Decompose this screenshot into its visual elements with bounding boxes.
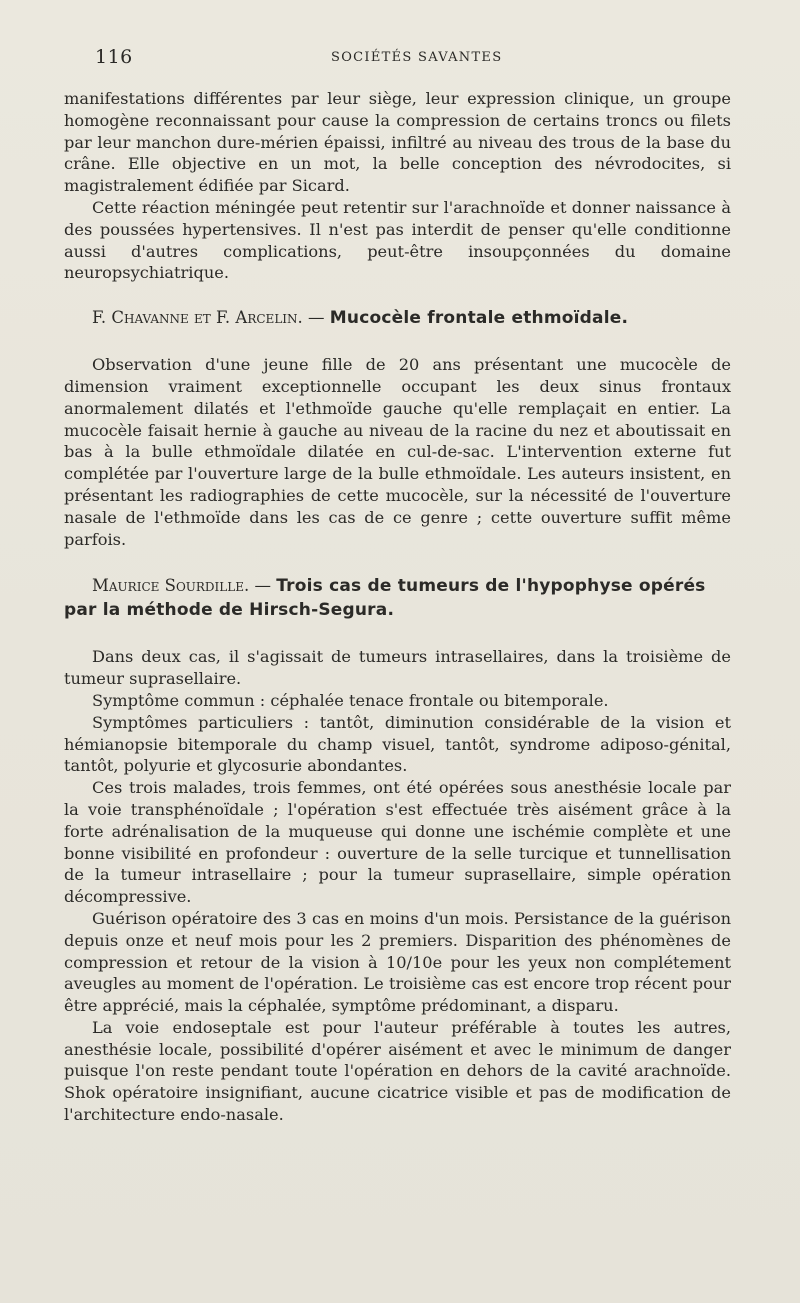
heading-dash: — [249,576,277,596]
article-title: Trois cas de tumeurs de l'hypophyse opérés par la méthode de Hirsch-Segura. [64,576,706,621]
continued-paragraph: manifestations différentes par leur siège, leur expression clinique, un groupe homogène reconnaissant pour cause la compression de certains troncs ou filets par leur manchon dure-mérien épaissi, infiltré au niveau des trous de la base du crâne. Elle objective en un mot, la belle conception des névrodocites, si magistralement édifiée par Sicard. [64,89,731,196]
article-heading [64,574,731,622]
page-number: 116 [95,46,133,68]
paragraph: Symptômes particuliers : tantôt, diminution considérable de la vision et hémianopsie bitemporale du champ visuel, tantôt, syndrome adiposo-génital, tantôt, polyurie et glycosurie abondantes. [64,712,731,776]
paragraph: La voie endoseptale est pour l'auteur préférable à toutes les autres, anesthésie locale, possibilité d'opérer aisément et avec le minimum de danger puisque l'on reste pendant toute l'opération en dehors de la cavité arachnoïde. Shok opératoire insignifiant, aucune cicatrice visible et pas de modification de l'architecture endo-nasale. [64,1017,731,1125]
page-header [95,46,735,70]
paragraph: Dans deux cas, il s'agissait de tumeurs intrasellaires, dans la troisième de tumeur suprasellaire. [64,647,731,689]
paragraph: Ces trois malades, trois femmes, ont été opérées sous anesthésie locale par la voie transphénoïdale ; l'opération s'est effectuée très aisément grâce à la forte adrénalisation de la muqueuse qui donne une ischémie complète et une bonne visibilité en profondeur : ouverture de la selle turcique et tunnellisation de la tumeur intrasellaire ; pour la tumeur suprasellaire, simple opération décompressive. [64,778,731,907]
heading-dash: — [302,308,330,328]
article-heading [64,306,731,330]
article-title: Mucocèle frontale ethmoïdale. [329,308,629,329]
paragraph: Guérison opératoire des 3 cas en moins d'un mois. Persistance de la guérison depuis onze et neuf mois pour les 2 premiers. Disparition des phénomènes de compression et retour de la vision à 10/10e pour les yeux non complétement aveugles au moment de l'opération. Le troisième cas est encore trop récent pour être apprécié, mais la céphalée, symptôme prédominant, a disparu. [64,908,731,1016]
article-authors: F. Chavanne et F. Arcelin. [92,308,303,328]
paragraph: Symptôme commun : céphalée tenace frontale ou bitemporale. [92,690,609,710]
page-body [64,88,731,1126]
paragraph: Observation d'une jeune fille de 20 ans présentant une mucocèle de dimension vraiment exceptionnelle occupant les deux sinus frontaux anormalement dilatés et l'ethmoïde gauche qu'elle remplaçait en entier. La mucocèle faisait hernie à gauche au niveau de la racine du nez et aboutissait en bas à la bulle ethmoïdale dilatée en cul-de-sac. L'intervention externe fut complétée par l'ouverture large de la bulle ethmoïdale. Les auteurs insistent, en présentant les radiographies de cette mucocèle, sur la nécessité de l'ouverture nasale de l'ethmoïde dans les cas de ce genre ; cette ouverture suffit même parfois. [64,355,731,549]
article-authors: Maurice Sourdille. [92,576,250,596]
running-head: SOCIÉTÉS SAVANTES [331,50,503,65]
paragraph: Cette réaction méningée peut retentir sur l'arachnoïde et donner naissance à des poussées hypertensives. Il n'est pas interdit de penser qu'elle conditionne aussi d'autres complications, peut-être insoupçonnées du domaine neuropsychiatrique. [64,197,731,283]
